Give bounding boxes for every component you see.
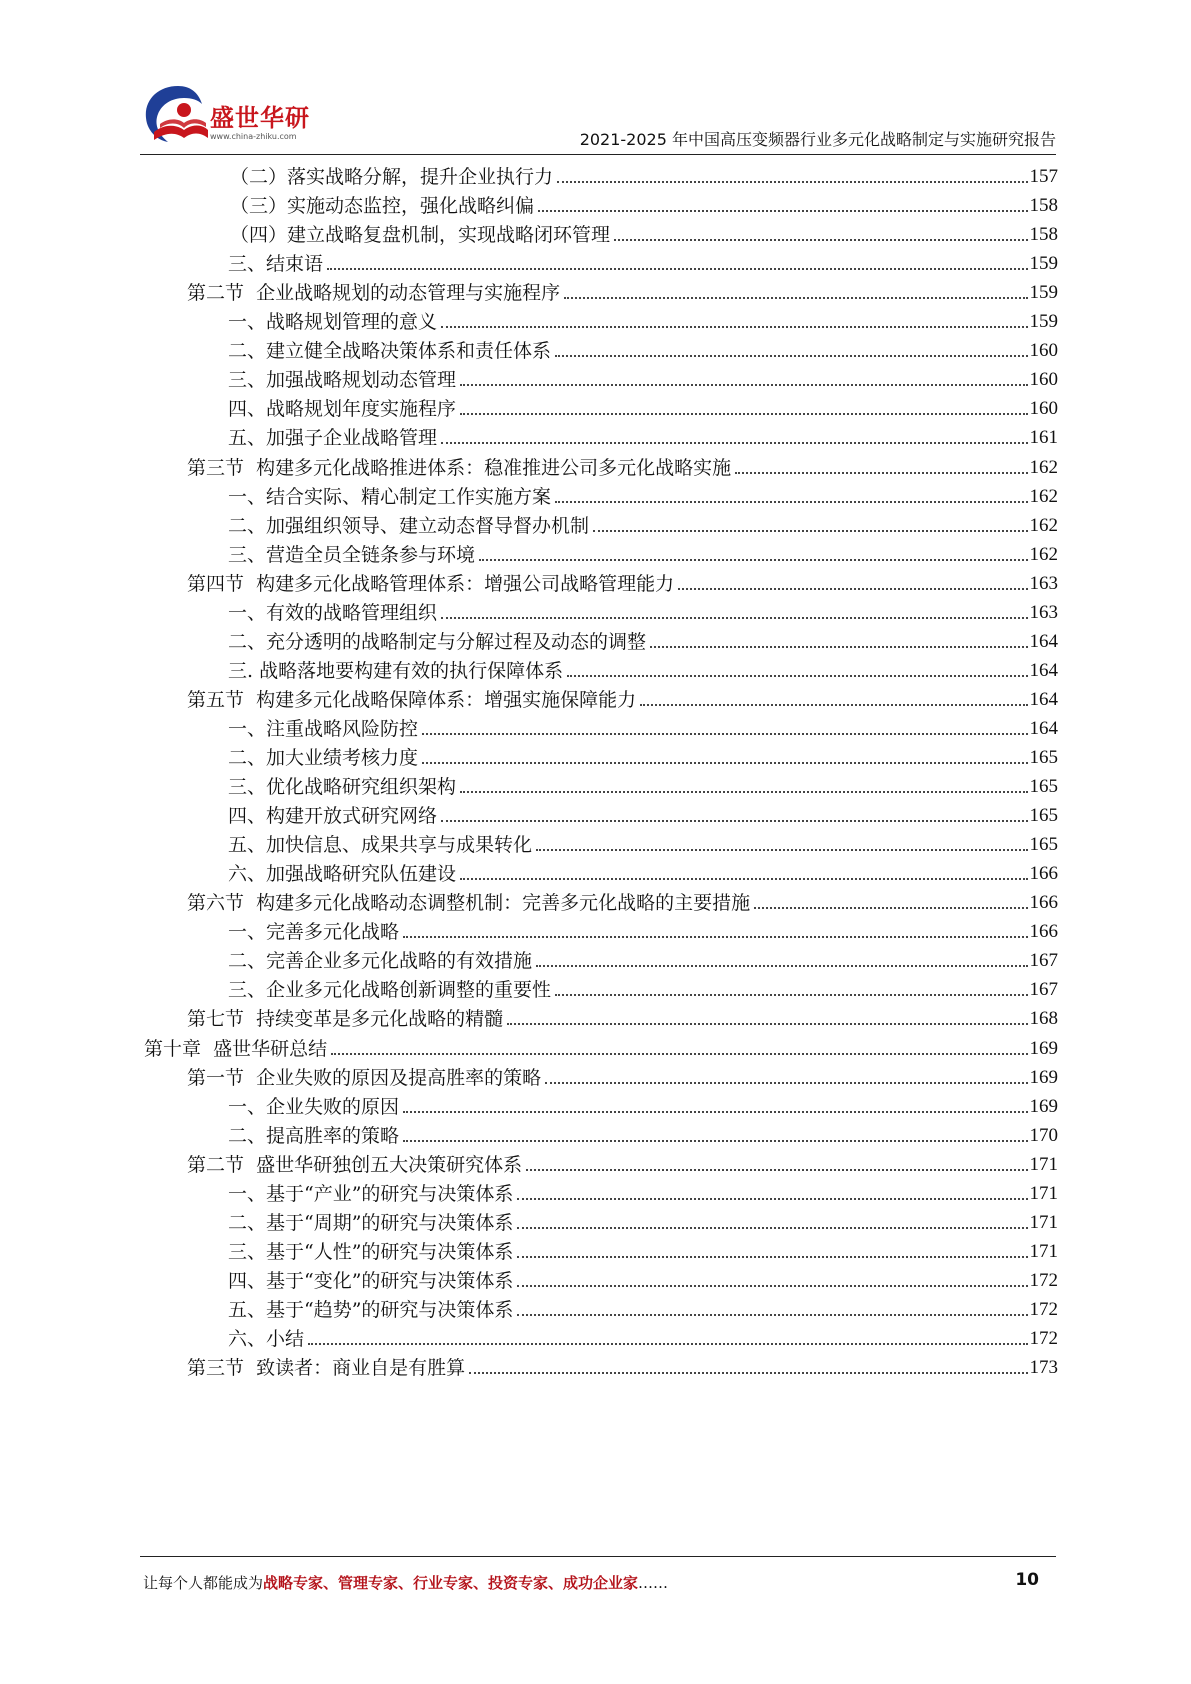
toc-leader-dots <box>403 935 1027 938</box>
header-divider <box>140 154 1056 155</box>
toc-leader-dots <box>403 1110 1027 1113</box>
toc-entry[interactable] <box>228 943 1058 974</box>
toc-leader-dots <box>403 1139 1027 1142</box>
logo-text: 盛世华研 <box>210 104 310 132</box>
toc-entry[interactable] <box>228 304 1058 335</box>
toc-entry[interactable] <box>230 159 1058 190</box>
toc-entry[interactable] <box>228 798 1058 829</box>
toc-leader-dots <box>555 354 1027 357</box>
toc-entry-page: 158 <box>1029 195 1058 217</box>
toc-entry[interactable] <box>228 653 1058 684</box>
toc-leader-dots <box>441 325 1027 328</box>
toc-entry[interactable] <box>228 972 1058 1003</box>
toc-entry-page: 165 <box>1029 834 1058 856</box>
toc-entry[interactable] <box>228 624 1058 655</box>
toc-entry-page: 166 <box>1029 863 1058 885</box>
toc-leader-dots <box>555 500 1027 503</box>
toc-entry-page: 159 <box>1029 253 1058 275</box>
toc-entry-page: 165 <box>1029 805 1058 827</box>
toc-entry[interactable] <box>228 1205 1058 1236</box>
toc-entry-page: 158 <box>1029 224 1058 246</box>
toc-entry[interactable] <box>228 856 1058 887</box>
toc-entry-label: 一、基于“产业”的研究与决策体系 <box>228 1182 514 1205</box>
toc-entry[interactable] <box>187 1001 1058 1032</box>
toc-entry-page: 159 <box>1029 311 1058 333</box>
toc-leader-dots <box>526 1168 1027 1171</box>
toc-entry-page: 166 <box>1029 892 1058 914</box>
toc-entry-label: 六、加强战略研究队伍建设 <box>228 863 457 886</box>
toc-entry-label: 二、完善企业多元化战略的有效措施 <box>228 950 533 973</box>
toc-entry-label: 第六节 构建多元化战略动态调整机制：完善多元化战略的主要措施 <box>187 892 751 915</box>
toc-entry-label: 五、加强子企业战略管理 <box>228 427 438 450</box>
toc-leader-dots <box>538 209 1027 212</box>
toc-entry-page: 162 <box>1029 456 1058 478</box>
toc-leader-dots <box>640 703 1027 706</box>
footer-slogan-suffix: …… <box>638 1574 669 1592</box>
toc-entry-page: 167 <box>1029 979 1058 1001</box>
toc-entry-label: （四）建立战略复盘机制，实现战略闭环管理 <box>230 224 611 247</box>
toc-entry-label: 第二节 企业战略规划的动态管理与实施程序 <box>187 282 561 305</box>
toc-leader-dots <box>517 1313 1027 1316</box>
toc-entry-page: 167 <box>1029 950 1058 972</box>
toc-entry-page: 171 <box>1029 1182 1058 1204</box>
toc-leader-dots <box>517 1197 1027 1200</box>
toc-entry-label: 第三节 致读者：商业自是有胜算 <box>187 1357 466 1380</box>
toc-entry[interactable] <box>228 1321 1058 1352</box>
toc-entry-label: 二、基于“周期”的研究与决策体系 <box>228 1211 514 1234</box>
toc-entry[interactable] <box>228 711 1058 742</box>
toc-entry-page: 162 <box>1029 543 1058 565</box>
toc-entry[interactable] <box>187 1060 1058 1091</box>
toc-entry-label: 三、营造全员全链条参与环境 <box>228 543 476 566</box>
toc-entry[interactable] <box>187 275 1058 306</box>
toc-entry-label: 三. 战略落地要构建有效的执行保障体系 <box>228 659 564 682</box>
toc-entry-page: 157 <box>1029 166 1058 187</box>
toc-entry-label: 四、构建开放式研究网络 <box>228 805 438 828</box>
toc-entry-page: 171 <box>1029 1211 1058 1233</box>
toc-entry-page: 172 <box>1029 1269 1058 1291</box>
toc-entry-page: 164 <box>1029 717 1058 739</box>
toc-entry-page: 169 <box>1029 1037 1058 1059</box>
toc-entry-label: 一、结合实际、精心制定工作实施方案 <box>228 485 552 508</box>
toc-entry[interactable] <box>228 1263 1058 1294</box>
toc-entry-page: 164 <box>1029 688 1058 710</box>
toc-entry[interactable] <box>228 1292 1058 1323</box>
toc-entry[interactable] <box>187 885 1058 916</box>
toc-entry-page: 165 <box>1029 747 1058 768</box>
toc-entry-label: 五、加快信息、成果共享与成果转化 <box>228 834 533 857</box>
toc-entry-label: 第五节 构建多元化战略保障体系：增强实施保障能力 <box>187 688 637 711</box>
toc-entry-label: 二、建立健全战略决策体系和责任体系 <box>228 340 552 363</box>
toc-leader-dots <box>678 587 1027 590</box>
footer-divider <box>140 1556 1056 1557</box>
toc-entry[interactable] <box>228 479 1058 510</box>
toc-leader-dots <box>327 267 1027 270</box>
footer-slogan-highlight: 战略专家、管理专家、行业专家、投资专家、成功企业家 <box>263 1574 639 1592</box>
toc-entry-page: 172 <box>1029 1298 1058 1320</box>
toc-entry-page: 171 <box>1029 1153 1058 1175</box>
toc-entry-label: 四、战略规划年度实施程序 <box>228 398 457 421</box>
toc-entry[interactable] <box>228 769 1058 800</box>
toc-entry[interactable] <box>228 1089 1058 1120</box>
toc-entry[interactable] <box>228 391 1058 422</box>
toc-entry[interactable] <box>228 740 1058 771</box>
footer-slogan <box>143 1572 668 1593</box>
toc-leader-dots <box>460 412 1027 415</box>
toc-entry-label: 一、企业失败的原因 <box>228 1095 400 1118</box>
logo-url: www.china-zhiku.com <box>210 132 297 141</box>
toc-entry-page: 172 <box>1029 1328 1058 1349</box>
toc-entry-label: 第一节 企业失败的原因及提高胜率的策略 <box>187 1066 542 1089</box>
toc-entry[interactable] <box>228 914 1058 945</box>
toc-leader-dots <box>614 238 1027 241</box>
toc-entry[interactable] <box>228 537 1058 568</box>
toc-entry[interactable] <box>228 1234 1058 1265</box>
toc-entry-page: 163 <box>1029 601 1058 623</box>
toc-entry-page: 166 <box>1029 921 1058 943</box>
toc-entry-label: 第四节 构建多元化战略管理体系：增强公司战略管理能力 <box>187 572 675 595</box>
toc-leader-dots <box>469 1371 1027 1374</box>
toc-leader-dots <box>536 964 1027 967</box>
toc-leader-dots <box>308 1342 1027 1345</box>
toc-entry-label: 三、加强战略规划动态管理 <box>228 369 457 392</box>
toc-entry-label: 第三节 构建多元化战略推进体系：稳准推进公司多元化战略实施 <box>187 456 732 479</box>
toc-entry-page: 164 <box>1029 630 1058 652</box>
toc-entry[interactable] <box>228 333 1058 364</box>
toc-leader-dots <box>735 471 1027 474</box>
toc-leader-dots <box>536 848 1027 851</box>
toc-leader-dots <box>650 645 1027 648</box>
toc-entry[interactable] <box>187 566 1058 597</box>
toc-leader-dots <box>517 1255 1027 1258</box>
toc-leader-dots <box>517 1284 1027 1287</box>
toc-entry[interactable] <box>228 246 1058 277</box>
toc-leader-dots <box>564 296 1027 299</box>
toc-entry-label: 二、提高胜率的策略 <box>228 1124 400 1147</box>
toc-entry-page: 162 <box>1029 485 1058 507</box>
toc-entry-label: 三、结束语 <box>228 253 324 276</box>
toc-entry-label: 四、基于“变化”的研究与决策体系 <box>228 1269 514 1292</box>
toc-entry-page: 159 <box>1029 282 1058 304</box>
toc-entry[interactable] <box>228 827 1058 858</box>
toc-leader-dots <box>460 383 1027 386</box>
toc-entry-label: 一、有效的战略管理组织 <box>228 601 438 624</box>
toc-leader-dots <box>593 529 1027 532</box>
toc-leader-dots <box>555 993 1027 996</box>
toc-leader-dots <box>754 906 1027 909</box>
toc-entry-label: 五、基于“趋势”的研究与决策体系 <box>228 1298 514 1321</box>
toc-leader-dots <box>422 732 1027 735</box>
toc-entry-page: 165 <box>1029 776 1058 798</box>
toc-entry-page: 169 <box>1029 1095 1058 1117</box>
toc-entry[interactable] <box>228 595 1058 626</box>
toc-entry[interactable] <box>228 508 1058 539</box>
toc-entry[interactable] <box>144 1031 1058 1062</box>
toc-entry-label: 第二节 盛世华研独创五大决策研究体系 <box>187 1153 523 1176</box>
toc-leader-dots <box>460 790 1027 793</box>
toc-entry-page: 161 <box>1029 427 1058 449</box>
toc-entry-label: 二、加强组织领导、建立动态督导督办机制 <box>228 514 590 537</box>
toc-leader-dots <box>479 558 1027 561</box>
toc-entry-page: 160 <box>1029 398 1058 420</box>
toc-entry[interactable] <box>187 450 1058 481</box>
toc-entry-label: 三、企业多元化战略创新调整的重要性 <box>228 979 552 1002</box>
toc-entry-label: 三、基于“人性”的研究与决策体系 <box>228 1240 514 1263</box>
page-number: 10 <box>1015 1570 1039 1590</box>
toc-leader-dots <box>460 877 1027 880</box>
toc-leader-dots <box>557 180 1027 183</box>
toc-entry-label: 一、注重战略风险防控 <box>228 717 419 740</box>
toc-entry[interactable] <box>228 420 1058 451</box>
toc-leader-dots <box>441 819 1027 822</box>
footer-slogan-prefix: 让每个人都能成为 <box>143 1574 264 1592</box>
toc-entry-label: 二、充分透明的战略制定与分解过程及动态的调整 <box>228 630 647 653</box>
toc-entry-label: 三、优化战略研究组织架构 <box>228 776 457 799</box>
toc-leader-dots <box>545 1081 1027 1084</box>
toc-entry-page: 171 <box>1029 1240 1058 1262</box>
toc-entry-page: 160 <box>1029 340 1058 362</box>
toc-entry[interactable] <box>230 217 1058 248</box>
toc-entry-label: 第十章 盛世华研总结 <box>144 1037 328 1060</box>
toc-entry[interactable] <box>228 1118 1058 1149</box>
toc-entry-label: （二）落实战略分解，提升企业执行力 <box>230 166 554 188</box>
toc-entry[interactable] <box>228 1176 1058 1207</box>
toc-leader-dots <box>567 674 1027 677</box>
toc-entry[interactable] <box>228 362 1058 393</box>
toc-entry-page: 168 <box>1029 1008 1058 1030</box>
toc-entry-label: （三）实施动态监控，强化战略纠偏 <box>230 195 535 218</box>
toc-entry-label: 六、小结 <box>228 1328 305 1350</box>
toc-entry[interactable] <box>230 188 1058 219</box>
toc-entry-page: 162 <box>1029 514 1058 536</box>
toc-leader-dots <box>441 441 1027 444</box>
toc-entry-page: 164 <box>1029 659 1058 681</box>
toc-entry-label: 一、战略规划管理的意义 <box>228 311 438 334</box>
toc-leader-dots <box>331 1052 1027 1055</box>
toc-entry[interactable] <box>187 1147 1058 1178</box>
toc-entry-page: 173 <box>1029 1357 1058 1379</box>
toc-entry-page: 170 <box>1029 1124 1058 1146</box>
toc-entry-page: 163 <box>1029 572 1058 594</box>
toc-entry[interactable] <box>187 1350 1058 1381</box>
toc-leader-dots <box>441 616 1027 619</box>
toc-entry-page: 169 <box>1029 1066 1058 1088</box>
report-title: 2021-2025 年中国高压变频器行业多元化战略制定与实施研究报告 <box>579 130 1056 149</box>
toc-entry[interactable] <box>187 682 1058 713</box>
toc-entry-label: 一、完善多元化战略 <box>228 921 400 944</box>
toc-leader-dots <box>422 761 1027 764</box>
toc-entry-label: 二、加大业绩考核力度 <box>228 747 419 769</box>
toc-entry-label: 第七节 持续变革是多元化战略的精髓 <box>187 1008 504 1031</box>
toc-leader-dots <box>517 1226 1027 1229</box>
toc-leader-dots <box>507 1022 1027 1025</box>
toc-entry-page: 160 <box>1029 369 1058 391</box>
